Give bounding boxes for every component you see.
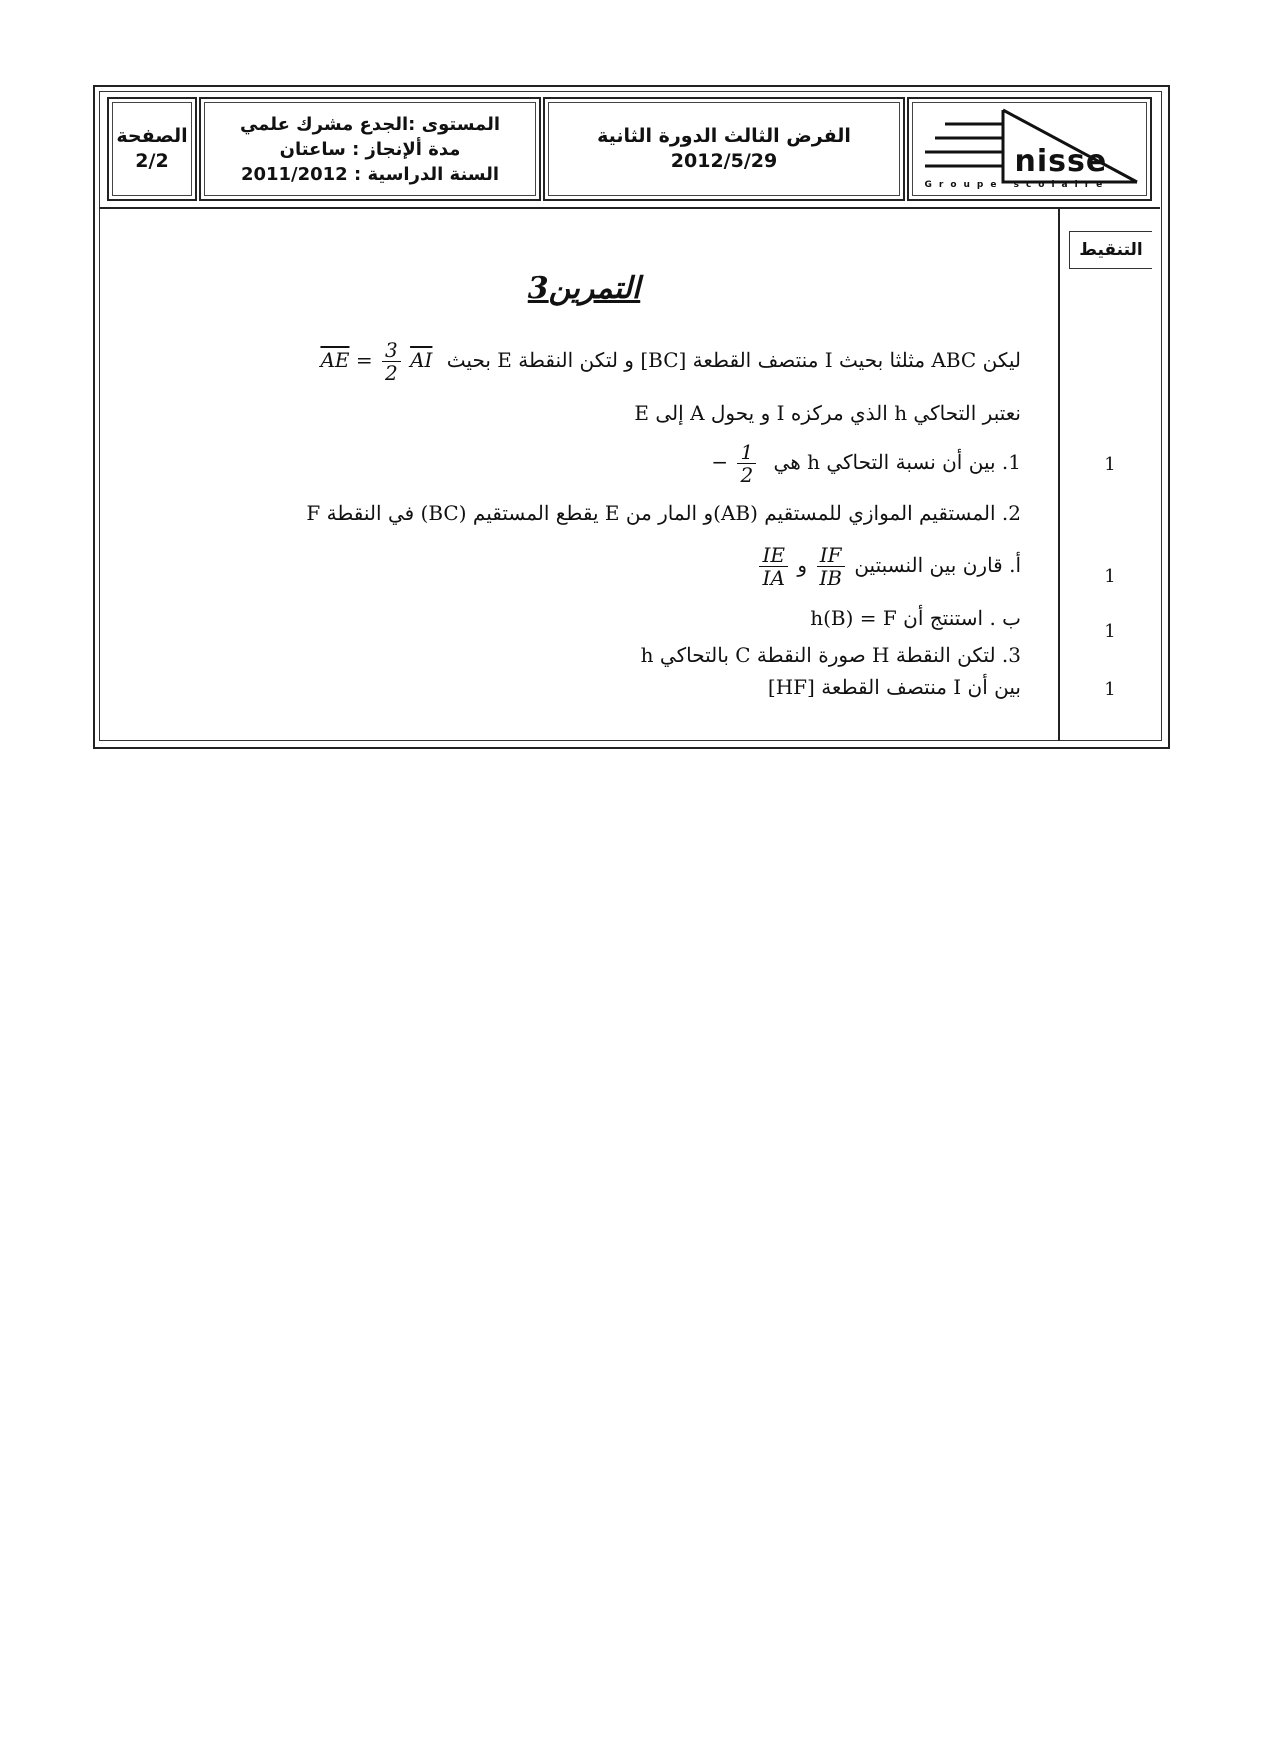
school-logo (915, 102, 1145, 197)
and-word: و (797, 553, 807, 577)
fraction-ie-ia (759, 544, 788, 589)
score-q2a: 1 (1104, 566, 1116, 587)
vector-ai: $\overline{AI}$ (410, 348, 433, 372)
exercise-area (99, 207, 1160, 741)
fraction-denominator: 2 (740, 463, 754, 487)
fraction-denominator: 2 (384, 361, 398, 385)
logo-word: nisse (1014, 143, 1108, 179)
duration-text: مدة ألإنجاز : ساعتان (279, 138, 461, 160)
ratio-expression (711, 441, 759, 486)
scoring-column (1058, 209, 1152, 741)
minus-sign: − (711, 450, 729, 474)
vector-ae: $\overline{AE}$ (320, 348, 350, 372)
fraction-3-2 (382, 339, 401, 384)
page-number-cell (107, 97, 197, 201)
fraction-numerator: IE (759, 544, 788, 567)
logo-subtitle: Groupe scolaire (924, 179, 1110, 190)
score-q1: 1 (1104, 454, 1116, 475)
question-1 (711, 441, 1021, 486)
question-3b: بين أن I منتصف القطعة [HF] (767, 675, 1021, 699)
question-2b: ب . استنتج أن h(B) = F (810, 606, 1021, 630)
exam-title: الفرض الثالث الدورة الثانية (597, 125, 851, 147)
exam-cell (543, 97, 905, 201)
exercise-content (109, 209, 1059, 741)
exam-date: 2012/5/29 (670, 150, 778, 172)
page-number: 2/2 (135, 150, 169, 172)
fraction-if-ib (816, 544, 845, 589)
scoring-header: التنقيط (1069, 231, 1152, 269)
fraction-numerator: IF (817, 544, 845, 567)
fraction-numerator: 1 (737, 441, 756, 464)
fraction-numerator: 3 (382, 339, 401, 362)
vector-equation (320, 339, 432, 384)
question-3: 3. لتكن النقطة H صورة النقطة C بالتحاكي h (640, 643, 1021, 667)
question-1-text: 1. بين أن نسبة التحاكي h هي (773, 450, 1021, 474)
page-label: الصفحة (116, 125, 188, 147)
logo-cell (907, 97, 1152, 201)
fraction-1-2 (737, 441, 756, 486)
score-q3: 1 (1104, 679, 1116, 700)
year-text: السنة الدراسية : 2011/2012 (240, 163, 500, 185)
level-cell (199, 97, 541, 201)
header (99, 91, 1160, 207)
question-2a-text: أ. قارن بين النسبتين (854, 553, 1021, 577)
question-2a (756, 544, 1021, 589)
level-text: المستوى :الجدع مشرك علمي (239, 113, 501, 135)
question-2: 2. المستقيم الموازي للمستقيم (AB)و المار من E يقطع المستقيم (BC) في النقطة F (306, 501, 1021, 525)
fraction-denominator: IA (762, 566, 785, 590)
equals-sign: = (355, 348, 373, 372)
fraction-denominator: IB (819, 566, 842, 590)
statement-line-2: نعتبر التحاكي h الذي مركزه I و يحول A إلى E (634, 401, 1021, 425)
score-q2b: 1 (1104, 621, 1116, 642)
exercise-title: التمرين3 (527, 271, 641, 306)
statement-line-1 (320, 339, 1021, 384)
statement-text: ليكن ABC مثلثا بحيث I منتصف القطعة [BC] و لتكن النقطة E بحيث (446, 348, 1021, 372)
